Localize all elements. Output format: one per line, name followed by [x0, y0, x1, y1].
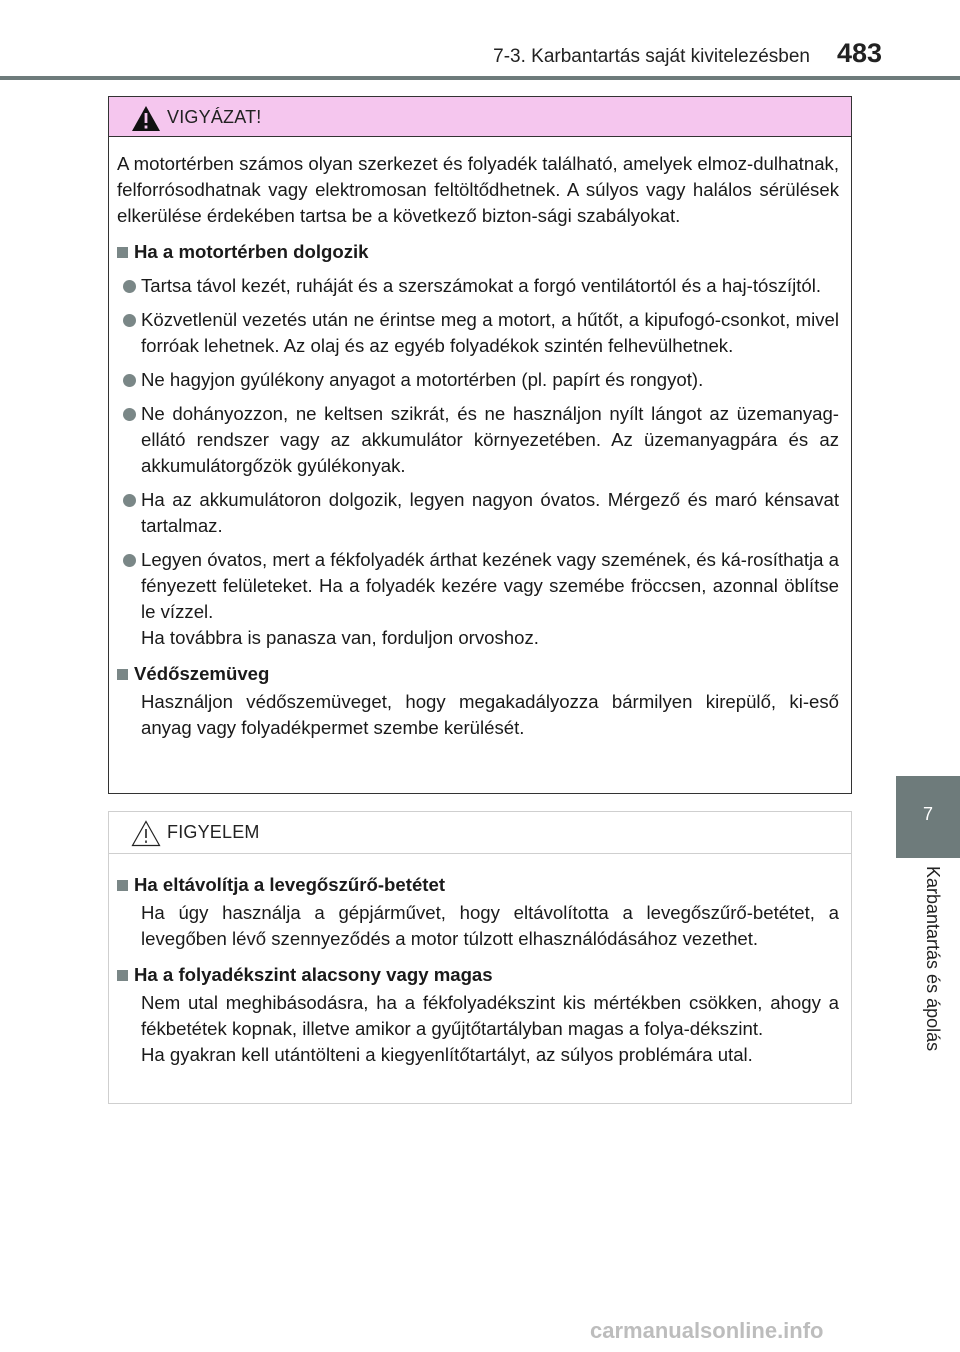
- page-number: 483: [836, 38, 882, 68]
- square-bullet-icon: [117, 880, 128, 891]
- square-bullet-icon: [117, 970, 128, 981]
- list-item-text: Közvetlenül vezetés után ne érintse meg a motort, a hűtőt, a kipufogó-csonkot, mivel forróak lehetnek. Az olaj és az egyéb folyadékok szintén felhevülhetnek.: [141, 309, 839, 356]
- chapter-title: Karbantartás és ápolás: [923, 866, 943, 1052]
- notice-section-heading: [117, 872, 839, 898]
- round-bullet-icon: [123, 314, 136, 327]
- warning-title: VIGYÁZAT!: [167, 107, 262, 127]
- section-text: [117, 990, 839, 1068]
- section-title: 7-3. Karbantartás saját kivitelezésben: [493, 46, 810, 67]
- round-bullet-icon: [123, 374, 136, 387]
- section-title-fluid-level: Ha a folyadékszint alacsony vagy magas: [134, 964, 493, 985]
- section-text-continuation: Ha gyakran kell utántölteni a kiegyenlítőtartályt, az súlyos problémára utal.: [141, 1044, 753, 1065]
- warning-intro: A motortérben számos olyan szerkezet és folyadék található, amelyek elmoz-dulhatnak, felforrósodhatnak vagy elektromosan feltöltődhetnek. A súlyos vagy halálos sérülések elkerülése érdekében tartsa be a következő bizton-sági szabályokat.: [117, 153, 839, 226]
- section-text-main: Nem utal meghibásodásra, ha a fékfolyadékszint kis mértékben csökken, ahogy a fékbetétek kopnak, illetve amikor a gyűjtőtartályban magas a folya-dékszint.: [141, 992, 839, 1039]
- square-bullet-icon: [117, 669, 128, 680]
- list-item-text-continuation: Ha továbbra is panasza van, forduljon orvoshoz.: [141, 627, 539, 648]
- round-bullet-icon: [123, 280, 136, 293]
- warning-section-heading: [117, 239, 839, 265]
- warning-body: [109, 137, 851, 741]
- section-title-goggles: Védőszemüveg: [134, 663, 270, 684]
- section-title-engine: Ha a motortérben dolgozik: [134, 241, 369, 262]
- list-item: [117, 401, 839, 479]
- watermark: carmanualsonline.info: [590, 1318, 824, 1343]
- warning-header: [109, 97, 851, 137]
- warning-triangle-icon: [131, 105, 161, 132]
- warning-section-heading: [117, 661, 839, 687]
- list-item-text-main: Legyen óvatos, mert a fékfolyadék árthat kezének vagy szemének, és ká-rosíthatja a fényezett felületeket. Ha a folyadék kezére vagy szemébe fröccsen, azonnal öblítse le vízzel.: [141, 549, 839, 622]
- list-item: [117, 273, 839, 299]
- caution-triangle-icon: [131, 820, 161, 847]
- round-bullet-icon: [123, 408, 136, 421]
- list-item-text: [141, 547, 839, 651]
- section-text: Ha úgy használja a gépjárművet, hogy eltávolította a levegőszűrő-betétet, a levegőben lévő szennyeződés a motor túlzott elhasználódásához vezethet.: [141, 902, 839, 949]
- notice-title: FIGYELEM: [167, 822, 260, 842]
- square-bullet-icon: [117, 247, 128, 258]
- list-item-text: Ha az akkumulátoron dolgozik, legyen nagyon óvatos. Mérgező és maró kénsavat tartalmaz.: [141, 489, 839, 536]
- warning-box: [108, 96, 852, 794]
- page-header: [0, 0, 960, 80]
- list-item-text: Ne dohányozzon, ne keltsen szikrát, és ne használjon nyílt lángot az üzemanyag-ellátó rendszer vagy az akkumulátor környezetében. Az üzemanyagpára és az akkumulátorgőzök gyúlékonyak.: [141, 403, 839, 476]
- round-bullet-icon: [123, 494, 136, 507]
- list-item: [117, 367, 839, 393]
- list-item-text: Ne hagyjon gyúlékony anyagot a motortérben (pl. papírt és rongyot).: [141, 369, 704, 390]
- list-item: [117, 307, 839, 359]
- notice-header: [109, 812, 851, 854]
- chapter-tab: 7: [896, 776, 960, 858]
- section-text: Használjon védőszemüveget, hogy megakadályozza bármilyen kirepülő, ki-eső anyag vagy folyadékpermet szembe kerülését.: [141, 691, 839, 738]
- list-item: [117, 487, 839, 539]
- notice-section-heading: [117, 962, 839, 988]
- header-divider: [0, 76, 960, 80]
- notice-box: [108, 811, 852, 1104]
- round-bullet-icon: [123, 554, 136, 567]
- section-title-air-filter: Ha eltávolítja a levegőszűrő-betétet: [134, 874, 446, 895]
- notice-body: [109, 854, 851, 1068]
- list-item: [117, 547, 839, 651]
- list-item-text: Tartsa távol kezét, ruháját és a szerszámokat a forgó ventilátortól és a haj-tószíjtól.: [141, 275, 822, 296]
